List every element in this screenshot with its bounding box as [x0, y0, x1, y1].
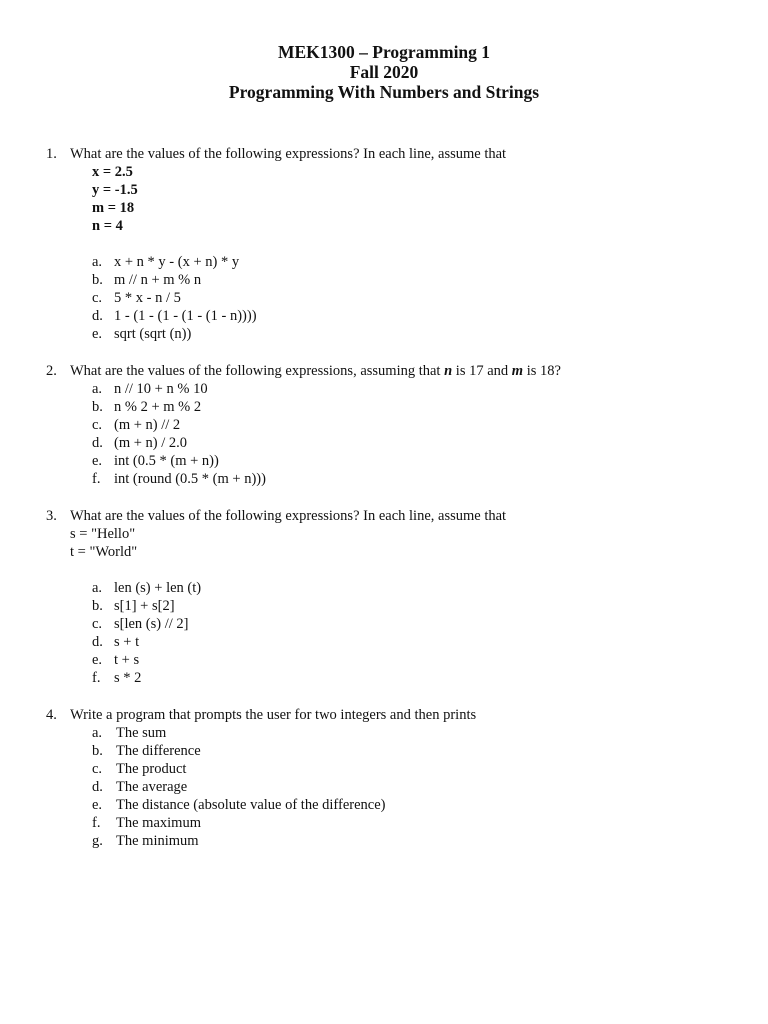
item-letter: c.: [92, 761, 103, 777]
item-expression: (m + n) // 2: [114, 417, 181, 433]
question-text: Write a program that prompts the user for two integers and then prints: [70, 707, 477, 723]
item-expression: n % 2 + m % 2: [114, 399, 202, 415]
variable-assignment: x = 2.5: [92, 164, 133, 180]
item-letter: e.: [92, 326, 103, 342]
question-number: 3.: [46, 508, 57, 524]
term: Fall 2020: [349, 62, 419, 82]
question-text-part: is 17 and: [452, 363, 512, 379]
item-letter: a.: [92, 580, 103, 596]
variable-n: n: [444, 363, 453, 379]
item-letter: c.: [92, 616, 103, 632]
item-expression: len (s) + len (t): [114, 580, 202, 596]
question-text-part: is 18?: [523, 363, 561, 379]
item-expression: x + n * y - (x + n) * y: [114, 254, 240, 270]
item-expression: s * 2: [114, 670, 142, 686]
item-letter: e.: [92, 652, 103, 668]
item-letter: e.: [92, 797, 103, 813]
item-text: The product: [116, 761, 187, 777]
item-expression: (m + n) / 2.0: [114, 435, 188, 451]
question-text-part: What are the values of the following expressions, assuming that: [70, 363, 445, 379]
item-letter: f.: [92, 815, 101, 831]
document-header: [0, 42, 768, 102]
item-letter: a.: [92, 254, 103, 270]
item-expression: t + s: [114, 652, 140, 668]
document-title: Programming With Numbers and Strings: [228, 82, 540, 102]
question-number: 2.: [46, 363, 57, 379]
item-expression: s[1] + s[2]: [114, 598, 175, 614]
item-expression: 1 - (1 - (1 - (1 - (1 - n)))): [114, 308, 257, 324]
item-text: The sum: [116, 725, 167, 741]
item-expression: int (round (0.5 * (m + n))): [114, 471, 266, 487]
item-letter: b.: [92, 598, 103, 614]
item-letter: d.: [92, 308, 103, 324]
item-text: The maximum: [116, 815, 201, 831]
variable-assignment: n = 4: [92, 218, 123, 234]
item-letter: d.: [92, 779, 103, 795]
question-number: 1.: [46, 146, 57, 162]
item-letter: b.: [92, 743, 103, 759]
item-letter: d.: [92, 435, 103, 451]
variable-m: m: [511, 363, 524, 379]
item-expression: s + t: [114, 634, 140, 650]
item-letter: b.: [92, 399, 103, 415]
item-letter: g.: [92, 833, 103, 849]
item-letter: d.: [92, 634, 103, 650]
variable-assignment: t = "World": [70, 544, 138, 560]
item-text: The distance (absolute value of the difference): [116, 797, 386, 813]
question-text: [70, 362, 561, 380]
question-number: 4.: [46, 707, 57, 723]
variable-assignment: m = 18: [92, 200, 135, 216]
item-expression: sqrt (sqrt (n)): [114, 326, 192, 342]
item-letter: a.: [92, 381, 103, 397]
item-expression: s[len (s) // 2]: [114, 616, 189, 632]
item-letter: e.: [92, 453, 103, 469]
item-letter: f.: [92, 471, 101, 487]
variable-assignment: y = -1.5: [92, 182, 138, 198]
question-text: What are the values of the following expressions? In each line, assume that: [70, 146, 507, 162]
item-text: The average: [116, 779, 188, 795]
item-expression: 5 * x - n / 5: [114, 290, 181, 306]
item-letter: a.: [92, 725, 103, 741]
item-expression: m // n + m % n: [114, 272, 202, 288]
question-text: What are the values of the following expressions? In each line, assume that: [70, 508, 507, 524]
item-expression: n // 10 + n % 10: [114, 381, 208, 397]
item-expression: int (0.5 * (m + n)): [114, 453, 219, 469]
item-text: The minimum: [116, 833, 199, 849]
item-letter: c.: [92, 417, 103, 433]
item-letter: f.: [92, 670, 101, 686]
variable-assignment: s = "Hello": [70, 526, 136, 542]
item-text: The difference: [116, 743, 201, 759]
item-letter: c.: [92, 290, 103, 306]
item-letter: b.: [92, 272, 103, 288]
course-title: MEK1300 – Programming 1: [277, 42, 491, 62]
